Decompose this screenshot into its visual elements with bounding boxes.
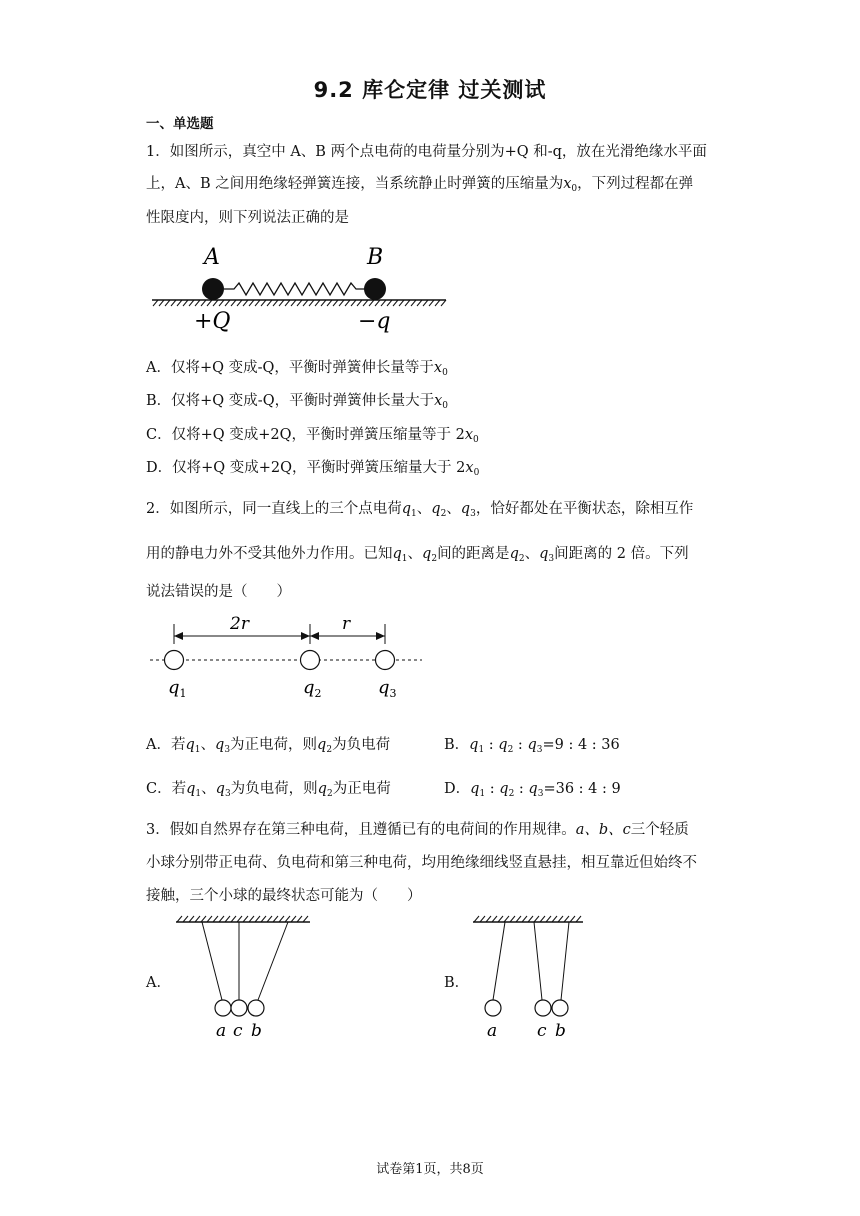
fig3a-ball-b — [248, 1000, 264, 1016]
q1-stem-line3: 性限度内，则下列说法正确的是 — [146, 210, 349, 226]
q2-stem-line3: 说法错误的是（ ） — [146, 584, 291, 600]
fig2-distance-r: r — [342, 614, 351, 634]
q2-option-c[interactable]: C．若$q_1$、$q_3$为负电荷，则$q_2$为正电荷 — [146, 781, 391, 799]
q3-figure-b — [465, 912, 615, 1042]
q2-stem-line1: 2．如图所示，同一直线上的三个点电荷$q_1$、$q_2$、$q_3$，恰好都处在平衡状态，除相互作 — [146, 501, 694, 519]
fig3a-ball-c — [231, 1000, 247, 1016]
page-title: 9.2 库仑定律 过关测试 — [313, 78, 547, 102]
q1-option-a[interactable]: A．仅将+Q 变成-Q，平衡时弹簧伸长量等于$x_0$ — [146, 360, 448, 378]
q3-option-a[interactable]: A． — [146, 975, 171, 991]
q3-figure-a — [170, 912, 320, 1042]
q2-stem-line2: 用的静电力外不受其他外力作用。已知$q_1$、$q_2$间的距离是$q_2$、$q_3$间距离的 2 倍。下列 — [146, 546, 689, 564]
q2-option-d[interactable]: D．$q_1$ : $q_2$ : $q_3=36$ : 4 : 9 — [444, 781, 621, 799]
fig1-label-b: B — [367, 245, 384, 270]
fig2-charge-q2 — [301, 651, 320, 670]
fig1-charge-a — [202, 278, 224, 300]
q1-spring-figure — [146, 240, 456, 340]
fig2-charge-q1 — [165, 651, 184, 670]
fig3b-label-a: a — [487, 1021, 498, 1041]
q3-stem-line3: 接触，三个小球的最终状态可能为（ ） — [146, 888, 422, 904]
fig1-spring — [224, 283, 366, 295]
fig1-surface-hatch — [153, 300, 446, 306]
fig1-charge-b-label: −q — [358, 309, 391, 334]
fig2-distance-2r: 2r — [230, 614, 249, 634]
q2-option-b[interactable]: B．$q_1$ : $q_2$ : $q_3=9$ : 4 : 36 — [444, 737, 620, 755]
fig3a-label-a: a — [216, 1021, 227, 1041]
fig3a-label-b: b — [251, 1021, 262, 1041]
q1-option-c[interactable]: C．仅将+Q 变成+2Q，平衡时弹簧压缩量等于 $2x_0$ — [146, 427, 479, 445]
page-footer: 试卷第1页，共8页 — [376, 1162, 484, 1177]
q3-option-b[interactable]: B． — [444, 975, 470, 991]
fig3b-label-c: c — [537, 1021, 547, 1041]
q1-option-b[interactable]: B．仅将+Q 变成-Q，平衡时弹簧伸长量大于$x_0$ — [146, 393, 449, 411]
q1-option-d[interactable]: D．仅将+Q 变成+2Q，平衡时弹簧压缩量大于 $2x_0$ — [146, 460, 480, 478]
q1-stem-line1: 1．如图所示，真空中 A、B 两个点电荷的电荷量分别为+Q 和-q，放在光滑绝缘水平面 — [146, 144, 707, 160]
fig1-label-a: A — [204, 245, 220, 270]
fig3a-ball-a — [215, 1000, 231, 1016]
q3-stem-line1: 3．假如自然界存在第三种电荷，且遵循已有的电荷间的作用规律。a、b、c三个轻质 — [146, 822, 689, 838]
fig3a-label-c: c — [233, 1021, 243, 1041]
fig3b-label-b: b — [555, 1021, 566, 1041]
q2-option-a[interactable]: A．若$q_1$、$q_3$为正电荷，则$q_2$为负电荷 — [146, 737, 391, 755]
q1-stem-line2: 上，A、B 之间用绝缘轻弹簧连接，当系统静止时弹簧的压缩量为$x_0$，下列过程都在弹 — [146, 176, 694, 194]
fig2-label-q3: $q_3$ — [378, 677, 397, 700]
q3-stem-line2: 小球分别带正电荷、负电荷和第三种电荷，均用绝缘细线竖直悬挂，相互靠近但始终不 — [146, 855, 697, 871]
fig2-label-q1: $q_1$ — [168, 677, 187, 700]
fig3b-ball-c — [535, 1000, 551, 1016]
fig3b-ball-b — [552, 1000, 568, 1016]
fig3b-ball-a — [485, 1000, 501, 1016]
q2-charges-figure — [146, 612, 436, 704]
fig1-charge-b — [364, 278, 386, 300]
section-heading: 一、单选题 — [146, 116, 214, 132]
fig1-charge-a-label: +Q — [194, 309, 231, 334]
fig2-label-q2: $q_2$ — [303, 677, 322, 700]
fig2-charge-q3 — [376, 651, 395, 670]
